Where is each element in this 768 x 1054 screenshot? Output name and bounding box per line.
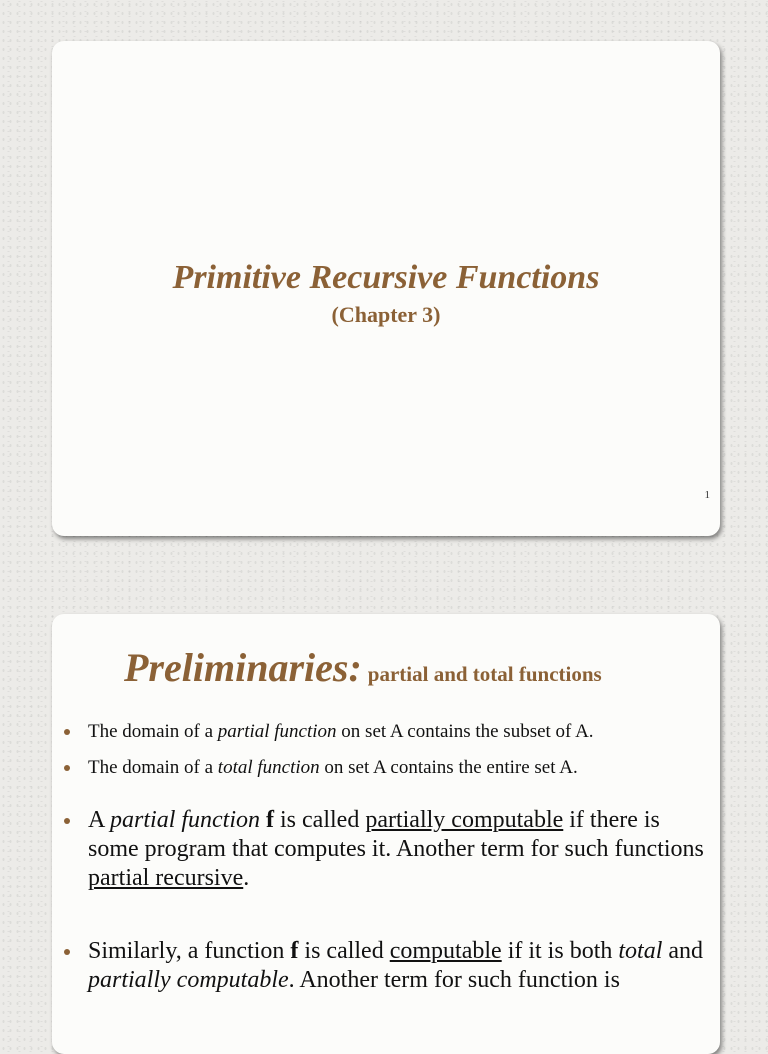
bullet-text: .	[243, 865, 250, 891]
bullet-text: if it is both	[501, 938, 619, 964]
term-total: total	[618, 938, 663, 964]
slide-1	[52, 41, 720, 536]
bullet-text: and	[662, 938, 704, 964]
term-computable: computable	[389, 938, 502, 964]
bullet-partially-computable	[64, 806, 714, 893]
bullet-dot-icon	[64, 765, 70, 771]
term-partially-computable: partially computable	[88, 967, 289, 993]
bullet-text: on set A contains the entire set A.	[319, 757, 578, 778]
symbol-f: f	[290, 938, 299, 964]
term-partial-recursive: partial recursive	[88, 865, 244, 891]
bullet-text: . Another term for such function is	[288, 967, 620, 993]
symbol-f: f	[266, 807, 275, 833]
bullet-text: The domain of a	[88, 757, 218, 778]
slide-heading	[124, 644, 602, 691]
bullet-text: A	[88, 807, 111, 833]
bullet-dot-icon	[64, 729, 70, 735]
bullet-total-domain	[64, 756, 714, 780]
bullet-text: is called	[298, 938, 390, 964]
slide-title: Primitive Recursive Functions	[172, 259, 600, 296]
bullet-computable	[64, 937, 714, 995]
slide-2	[52, 614, 720, 1054]
page-number: 1	[704, 489, 710, 501]
bullet-dot-icon	[64, 949, 70, 955]
term-partially-computable: partially computable	[365, 807, 564, 833]
term-partial-function: partial function	[217, 721, 337, 742]
bullet-text: is called	[274, 807, 366, 833]
term-partial-function: partial function	[110, 807, 261, 833]
bullet-text: Similarly, a function	[88, 938, 291, 964]
slide-subtitle: (Chapter 3)	[331, 302, 441, 327]
heading-subtitle: partial and total functions	[367, 662, 602, 686]
bullet-list	[64, 720, 714, 995]
term-total-function: total function	[217, 757, 320, 778]
bullet-dot-icon	[64, 818, 70, 824]
heading-main: Preliminaries:	[124, 645, 362, 690]
bullet-text: if there is some program that computes it. Another term for such functions	[88, 807, 704, 862]
bullet-text: on set A contains the subset of A.	[336, 721, 594, 742]
bullet-partial-domain	[64, 720, 714, 744]
bullet-text: The domain of a	[88, 721, 218, 742]
